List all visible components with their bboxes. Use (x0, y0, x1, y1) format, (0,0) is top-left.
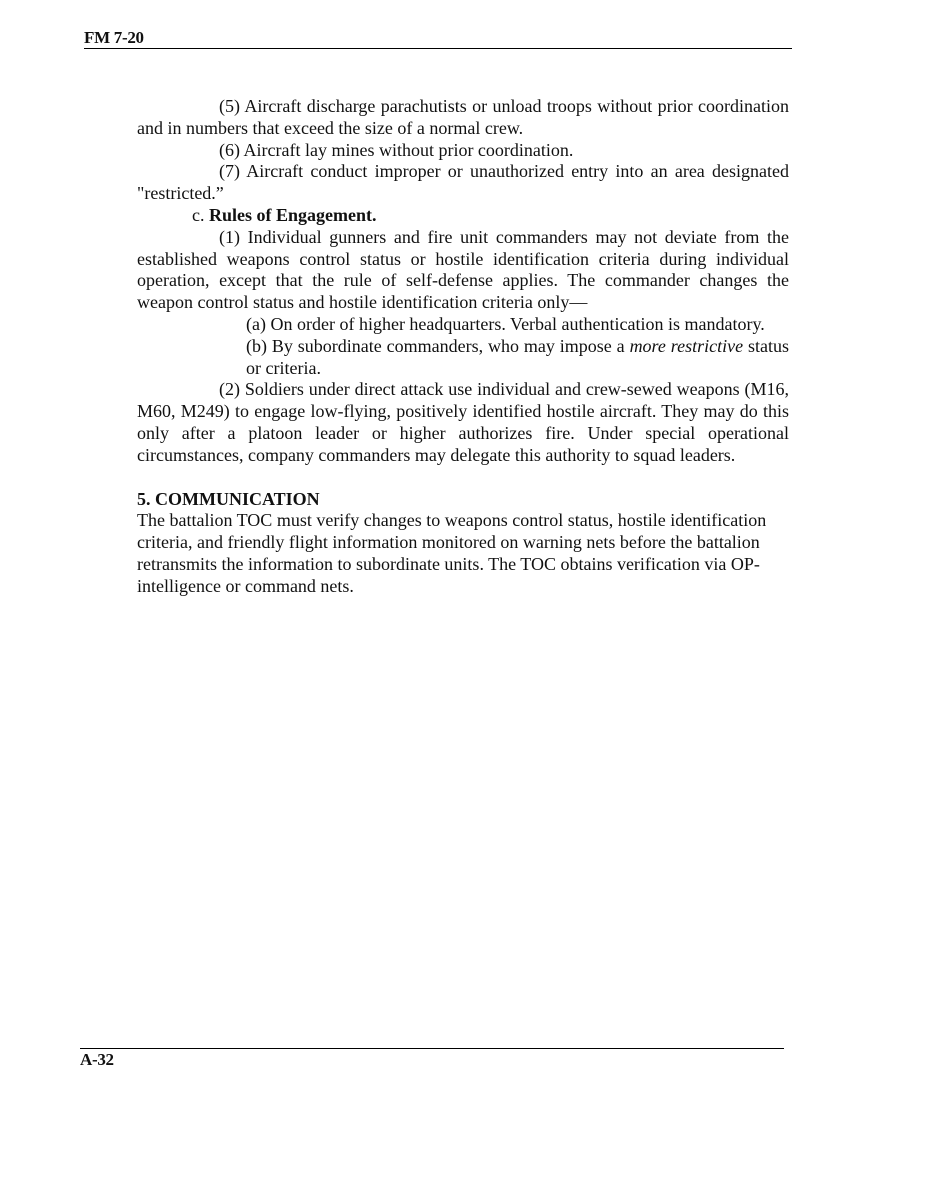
rules-of-engagement-prefix: c. (192, 204, 209, 225)
header-rule (84, 48, 792, 49)
roe-paragraph-2: (2) Soldiers under direct attack use individual and crew-sewed weapons (M16, M60, M249) to engage low-flying, positively identified hostile aircraft. They may do this only after a platoon leader or higher authorizes fire. Under special operational circumstances, company commanders may delegate this authority to squad leaders. (137, 379, 789, 465)
footer-rule (80, 1048, 784, 1049)
page-body (137, 96, 789, 598)
footer-page-number: A-32 (80, 1050, 114, 1069)
item-6: (6) Aircraft lay mines without prior coordination. (219, 139, 574, 160)
roe-subitem-b (246, 336, 789, 380)
communication-body: The battalion TOC must verify changes to weapons control status, hostile identification criteria, and friendly flight information monitored on warning nets before the battalion retransmits the information to subordinate units. The TOC obtains verification via OP-intelligence or command nets. (137, 510, 767, 596)
rules-of-engagement-heading (192, 205, 789, 227)
roe-paragraph-1: (1) Individual gunners and fire unit commanders may not deviate from the established weapons control status or hostile identification criteria during individual operation, except that the rule of self-defense applies. The commander changes the weapon control status and hostile identification criteria only— (137, 226, 789, 313)
item-7: (7) Aircraft conduct improper or unauthorized entry into an area designated "restricted.” (137, 161, 789, 204)
roe-subitem-b-tail: status or criteria. (246, 335, 789, 378)
item-5: (5) Aircraft discharge parachutists or unload troops without prior coordination and in numbers that exceed the size of a normal crew. (137, 96, 789, 138)
roe-subitem-b-lead: (b) By subordinate commanders, who may impose a (246, 335, 630, 356)
roe-subitem-a: (a) On order of higher headquarters. Verbal authentication is mandatory. (246, 313, 765, 334)
rules-of-engagement-title: Rules of Engagement. (209, 204, 377, 225)
header-doc-id: FM 7-20 (84, 28, 144, 47)
roe-subitem-b-emphasis: more restrictive (629, 335, 744, 356)
communication-heading: 5. COMMUNICATION (137, 488, 320, 509)
